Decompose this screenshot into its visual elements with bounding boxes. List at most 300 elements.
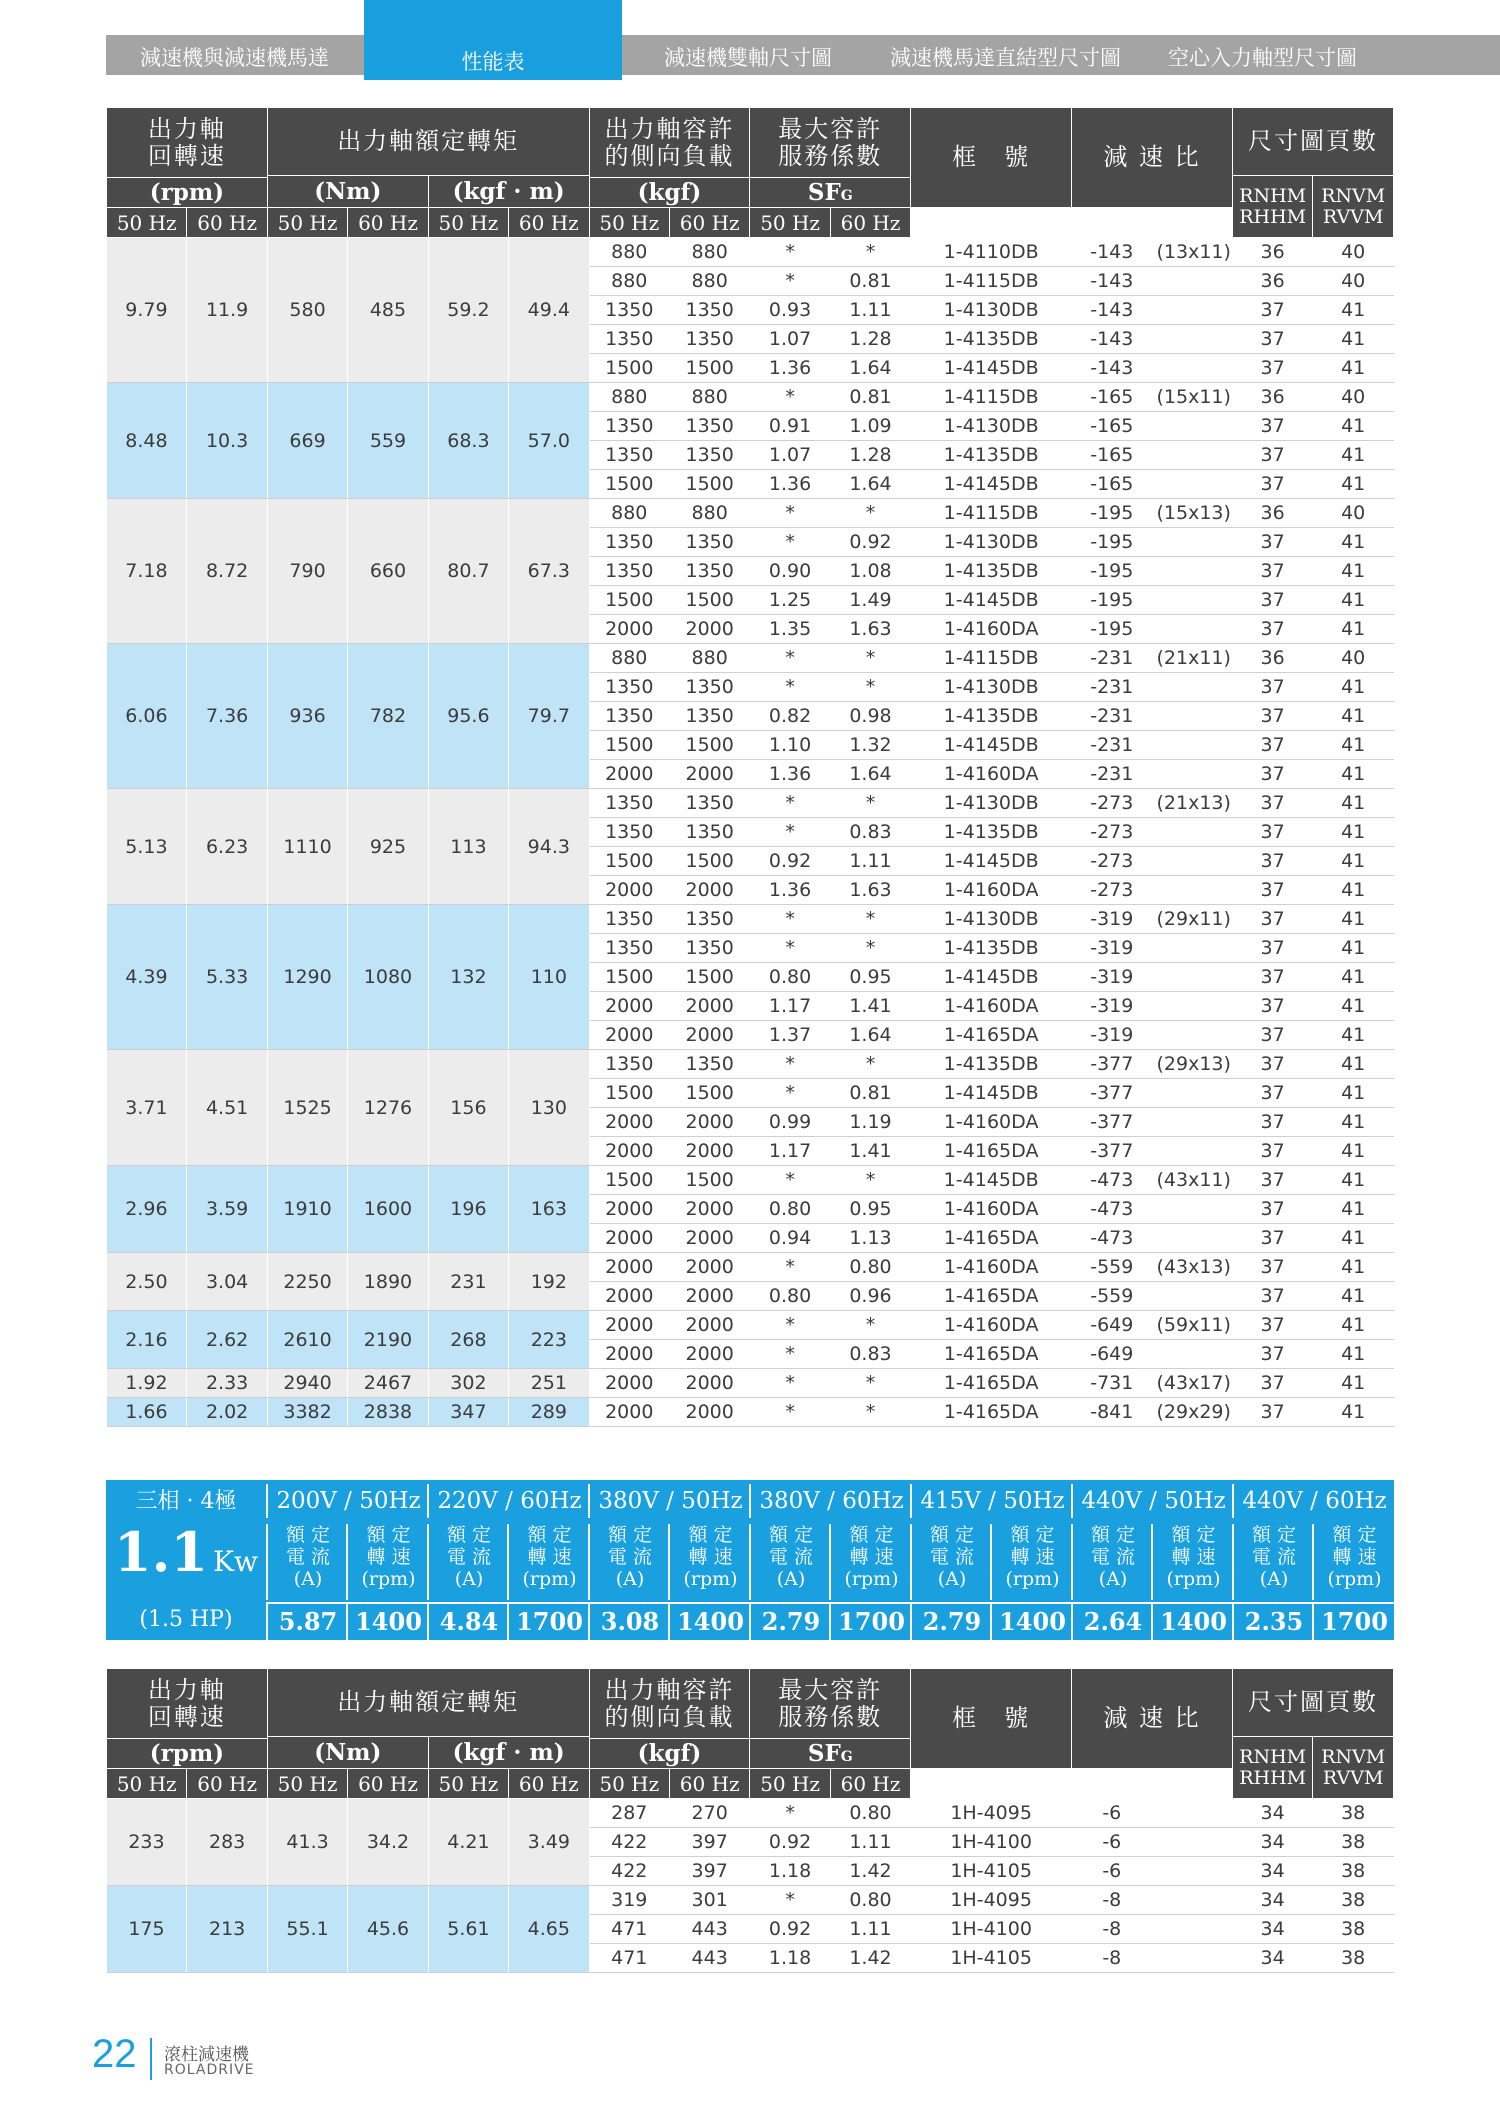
ratio-detail-cell <box>1152 528 1232 557</box>
service-factor-cell: 0.92 <box>830 528 910 557</box>
dim-page-cell: 34 <box>1232 1828 1312 1857</box>
dim-page-cell: 37 <box>1232 992 1312 1021</box>
service-factor-cell: * <box>750 818 830 847</box>
side-load-cell: 2000 <box>589 1369 669 1398</box>
header-ratio: 減 速 比 <box>1072 108 1233 208</box>
side-load-cell: 1350 <box>669 441 749 470</box>
side-load-cell: 1500 <box>669 963 749 992</box>
page-number: 22 <box>92 2032 137 2076</box>
service-factor-cell: 0.80 <box>830 1253 910 1282</box>
table-row <box>107 1886 1394 1915</box>
dim-page-cell: 37 <box>1232 1282 1312 1311</box>
ratio-detail-cell: (13x11) <box>1152 238 1232 267</box>
header-frame: 框 號 <box>911 1669 1072 1769</box>
side-load-cell: 319 <box>589 1886 669 1915</box>
side-load-cell: 2000 <box>669 1021 749 1050</box>
service-factor-cell: 1.11 <box>830 296 910 325</box>
side-load-cell: 1350 <box>589 412 669 441</box>
side-load-cell: 397 <box>669 1828 749 1857</box>
header-hz60: 60 Hz <box>348 208 428 238</box>
rated-torque-cell: 41.3 <box>267 1799 347 1886</box>
frame-cell: 1-4130DB <box>911 789 1072 818</box>
service-factor-cell: 1.35 <box>750 615 830 644</box>
frame-cell: 1H-4095 <box>911 1886 1072 1915</box>
side-load-cell: 1500 <box>589 470 669 499</box>
ratio-cell: -195 <box>1072 615 1152 644</box>
side-load-cell: 1350 <box>669 557 749 586</box>
side-load-cell: 2000 <box>669 1369 749 1398</box>
side-load-cell: 443 <box>669 1944 749 1973</box>
service-factor-cell: 1.13 <box>830 1224 910 1253</box>
service-factor-cell: * <box>750 1398 830 1427</box>
output-speed-cell: 2.62 <box>187 1311 267 1369</box>
rated-torque-cell: 59.2 <box>428 238 508 383</box>
side-load-cell: 2000 <box>589 1195 669 1224</box>
dim-page-cell: 41 <box>1313 296 1394 325</box>
dim-page-cell: 37 <box>1232 905 1312 934</box>
header-service-factor: 最大容許 服務係數 <box>750 108 911 178</box>
service-factor-cell: * <box>750 1079 830 1108</box>
service-factor-cell: 1.64 <box>830 760 910 789</box>
dim-page-cell: 37 <box>1232 586 1312 615</box>
side-load-cell: 1500 <box>669 354 749 383</box>
dim-page-cell: 41 <box>1313 586 1394 615</box>
header-hz50: 50 Hz <box>428 1769 508 1799</box>
dim-page-cell: 37 <box>1232 412 1312 441</box>
ratio-detail-cell <box>1152 760 1232 789</box>
service-factor-cell: 1.41 <box>830 992 910 1021</box>
frame-cell: 1-4110DB <box>911 238 1072 267</box>
output-speed-cell: 4.39 <box>107 905 187 1050</box>
rated-current-value: 2.35 <box>1232 1602 1314 1640</box>
service-factor-cell: * <box>750 644 830 673</box>
ratio-cell: -473 <box>1072 1166 1152 1195</box>
header-hz60: 60 Hz <box>187 208 267 238</box>
ratio-detail-cell: (21x13) <box>1152 789 1232 818</box>
side-load-cell: 1500 <box>669 731 749 760</box>
dim-page-cell: 37 <box>1232 557 1312 586</box>
rated-torque-cell: 130 <box>509 1050 589 1166</box>
frame-cell: 1-4135DB <box>911 934 1072 963</box>
dim-page-cell: 41 <box>1313 789 1394 818</box>
header-hz60: 60 Hz <box>830 208 910 238</box>
ratio-detail-cell <box>1152 1828 1232 1857</box>
ratio-detail-cell <box>1152 267 1232 296</box>
frame-cell: 1-4115DB <box>911 644 1072 673</box>
side-load-cell: 287 <box>589 1799 669 1828</box>
rated-torque-cell: 1525 <box>267 1050 347 1166</box>
ratio-cell: -143 <box>1072 267 1152 296</box>
service-factor-cell: * <box>750 267 830 296</box>
ratio-detail-cell <box>1152 325 1232 354</box>
service-factor-cell: * <box>830 499 910 528</box>
frame-cell: 1-4160DA <box>911 992 1072 1021</box>
ratio-cell: -165 <box>1072 470 1152 499</box>
ratio-detail-cell <box>1152 1282 1232 1311</box>
side-load-cell: 880 <box>669 499 749 528</box>
ratio-detail-cell <box>1152 1137 1232 1166</box>
side-load-cell: 880 <box>669 383 749 412</box>
dim-page-cell: 41 <box>1313 1108 1394 1137</box>
side-load-cell: 1500 <box>589 731 669 760</box>
ratio-detail-cell: (15x13) <box>1152 499 1232 528</box>
rated-current-label: 額 定 電 流 (A) <box>266 1524 348 1600</box>
ratio-cell: -231 <box>1072 644 1152 673</box>
output-speed-cell: 10.3 <box>187 383 267 499</box>
rated-speed-label: 額 定 轉 速 (rpm) <box>1151 1524 1234 1600</box>
side-load-cell: 880 <box>589 238 669 267</box>
ratio-detail-cell <box>1152 1944 1232 1973</box>
side-load-cell: 2000 <box>669 1340 749 1369</box>
frame-cell: 1H-4105 <box>911 1944 1072 1973</box>
service-factor-cell: 1.32 <box>830 731 910 760</box>
service-factor-cell: * <box>750 1886 830 1915</box>
frame-cell: 1-4135DB <box>911 1050 1072 1079</box>
side-load-cell: 1350 <box>669 296 749 325</box>
ratio-cell: -231 <box>1072 731 1152 760</box>
header-hz50: 50 Hz <box>750 1769 830 1799</box>
dim-page-cell: 37 <box>1232 1195 1312 1224</box>
frame-cell: 1-4135DB <box>911 325 1072 354</box>
frame-cell: 1H-4100 <box>911 1828 1072 1857</box>
dim-page-cell: 41 <box>1313 731 1394 760</box>
output-speed-cell: 7.36 <box>187 644 267 789</box>
side-load-cell: 2000 <box>589 876 669 905</box>
dim-page-cell: 37 <box>1232 1369 1312 1398</box>
ratio-cell: -319 <box>1072 934 1152 963</box>
service-factor-cell: * <box>830 1166 910 1195</box>
frame-cell: 1-4115DB <box>911 267 1072 296</box>
header-hz50: 50 Hz <box>107 1769 187 1799</box>
service-factor-cell: 0.80 <box>750 1195 830 1224</box>
table-row <box>107 1799 1394 1828</box>
dim-page-cell: 41 <box>1313 557 1394 586</box>
dim-page-cell: 38 <box>1313 1857 1394 1886</box>
side-load-cell: 2000 <box>589 1282 669 1311</box>
ratio-detail-cell: (15x11) <box>1152 383 1232 412</box>
ratio-cell: -273 <box>1072 818 1152 847</box>
output-speed-cell: 3.59 <box>187 1166 267 1253</box>
service-factor-cell: * <box>750 499 830 528</box>
output-speed-cell: 4.51 <box>187 1050 267 1166</box>
ratio-detail-cell <box>1152 1021 1232 1050</box>
output-speed-cell: 6.23 <box>187 789 267 905</box>
output-speed-cell: 7.18 <box>107 499 187 644</box>
ratio-detail-cell <box>1152 1195 1232 1224</box>
rated-torque-cell: 2467 <box>348 1369 428 1398</box>
ratio-cell: -231 <box>1072 673 1152 702</box>
service-factor-cell: 0.92 <box>750 1915 830 1944</box>
side-load-cell: 1350 <box>589 1050 669 1079</box>
dim-page-cell: 37 <box>1232 615 1312 644</box>
header-hz60: 60 Hz <box>187 1769 267 1799</box>
rated-torque-cell: 163 <box>509 1166 589 1253</box>
side-load-cell: 1350 <box>589 905 669 934</box>
rated-current-value: 5.87 <box>266 1602 348 1640</box>
ratio-cell: -8 <box>1072 1886 1152 1915</box>
ratio-cell: -841 <box>1072 1398 1152 1427</box>
dim-page-cell: 41 <box>1313 528 1394 557</box>
side-load-cell: 2000 <box>669 1195 749 1224</box>
dim-page-cell: 41 <box>1313 934 1394 963</box>
service-factor-cell: 0.80 <box>830 1799 910 1828</box>
rated-speed-value: 1700 <box>507 1602 590 1640</box>
service-factor-cell: 1.36 <box>750 470 830 499</box>
nav-tab-double-shaft[interactable]: 減速機雙軸尺寸圖 <box>664 46 832 70</box>
side-load-cell: 2000 <box>589 1224 669 1253</box>
header-side-load: 出力軸容許 的側向負載 <box>589 108 750 178</box>
dim-page-cell: 37 <box>1232 441 1312 470</box>
ratio-cell: -273 <box>1072 789 1152 818</box>
dim-page-cell: 41 <box>1313 1311 1394 1340</box>
nav-tab-hollow-shaft[interactable]: 空心入力軸型尺寸圖 <box>1168 46 1357 70</box>
side-load-cell: 422 <box>589 1828 669 1857</box>
nav-tab-reducers[interactable]: 減速機與減速機馬達 <box>140 46 329 70</box>
frame-cell: 1-4115DB <box>911 499 1072 528</box>
service-factor-cell: 1.09 <box>830 412 910 441</box>
rated-torque-cell: 110 <box>509 905 589 1050</box>
ratio-cell: -143 <box>1072 354 1152 383</box>
frame-cell: 1-4165DA <box>911 1340 1072 1369</box>
rated-torque-cell: 94.3 <box>509 789 589 905</box>
side-load-cell: 1350 <box>589 528 669 557</box>
footer-brand-sub: ROLADRIVE <box>164 2062 255 2078</box>
ratio-cell: -195 <box>1072 557 1152 586</box>
service-factor-cell: * <box>750 1369 830 1398</box>
dim-page-cell: 36 <box>1232 383 1312 412</box>
rated-speed-value: 1400 <box>1151 1602 1234 1640</box>
frame-cell: 1-4135DB <box>911 441 1072 470</box>
dim-page-cell: 37 <box>1232 296 1312 325</box>
dim-page-cell: 41 <box>1313 441 1394 470</box>
side-load-cell: 2000 <box>669 760 749 789</box>
rated-torque-cell: 67.3 <box>509 499 589 644</box>
header-hz50: 50 Hz <box>267 1769 347 1799</box>
header-hz60: 60 Hz <box>669 1769 749 1799</box>
ratio-cell: -165 <box>1072 441 1152 470</box>
service-factor-cell: * <box>750 1253 830 1282</box>
rated-torque-cell: 3.49 <box>509 1799 589 1886</box>
side-load-cell: 2000 <box>669 992 749 1021</box>
output-speed-cell: 2.33 <box>187 1369 267 1398</box>
service-factor-cell: * <box>750 1799 830 1828</box>
rated-torque-cell: 251 <box>509 1369 589 1398</box>
service-factor-cell: 1.64 <box>830 354 910 383</box>
side-load-cell: 2000 <box>589 760 669 789</box>
side-load-cell: 1350 <box>669 789 749 818</box>
header-rnhm: RNHM RHHM <box>1232 1737 1312 1799</box>
rated-torque-cell: 113 <box>428 789 508 905</box>
side-load-cell: 2000 <box>589 1340 669 1369</box>
performance-table-2 <box>106 1668 1394 1973</box>
frame-cell: 1-4130DB <box>911 296 1072 325</box>
output-speed-cell: 9.79 <box>107 238 187 383</box>
side-load-cell: 471 <box>589 1944 669 1973</box>
ratio-cell: -649 <box>1072 1340 1152 1369</box>
header-nm: (Nm) <box>267 176 428 208</box>
header-ratio: 減 速 比 <box>1072 1669 1233 1769</box>
dim-page-cell: 40 <box>1313 238 1394 267</box>
ratio-detail-cell: (43x17) <box>1152 1369 1232 1398</box>
dim-page-cell: 41 <box>1313 673 1394 702</box>
side-load-cell: 1500 <box>589 963 669 992</box>
table-row <box>107 1253 1394 1282</box>
rated-speed-value: 1700 <box>829 1602 912 1640</box>
service-factor-cell: 0.98 <box>830 702 910 731</box>
ratio-detail-cell: (29x13) <box>1152 1050 1232 1079</box>
dim-page-cell: 37 <box>1232 1137 1312 1166</box>
motor-voltage-label: 380V / 50Hz <box>588 1484 751 1518</box>
dim-page-cell: 37 <box>1232 1050 1312 1079</box>
side-load-cell: 1350 <box>589 296 669 325</box>
ratio-detail-cell <box>1152 1224 1232 1253</box>
rated-torque-cell: 4.65 <box>509 1886 589 1973</box>
rated-torque-cell: 57.0 <box>509 383 589 499</box>
service-factor-cell: 1.36 <box>750 876 830 905</box>
side-load-cell: 1350 <box>669 818 749 847</box>
ratio-cell: -319 <box>1072 905 1152 934</box>
side-load-cell: 1350 <box>669 702 749 731</box>
rated-torque-cell: 669 <box>267 383 347 499</box>
service-factor-cell: 1.64 <box>830 470 910 499</box>
service-factor-cell: 1.17 <box>750 1137 830 1166</box>
output-speed-cell: 8.48 <box>107 383 187 499</box>
motor-voltage-label: 200V / 50Hz <box>266 1484 429 1518</box>
dim-page-cell: 41 <box>1313 876 1394 905</box>
dim-page-cell: 41 <box>1313 1253 1394 1282</box>
output-speed-cell: 3.04 <box>187 1253 267 1311</box>
dim-page-cell: 41 <box>1313 325 1394 354</box>
side-load-cell: 1500 <box>589 1166 669 1195</box>
service-factor-cell: * <box>830 673 910 702</box>
dim-page-cell: 36 <box>1232 238 1312 267</box>
ratio-detail-cell <box>1152 876 1232 905</box>
nav-tab-performance[interactable]: 性能表 <box>461 50 525 74</box>
service-factor-cell: 1.36 <box>750 760 830 789</box>
service-factor-cell: * <box>750 1311 830 1340</box>
service-factor-cell: * <box>750 383 830 412</box>
side-load-cell: 1350 <box>669 1050 749 1079</box>
output-speed-cell: 11.9 <box>187 238 267 383</box>
rated-torque-cell: 2940 <box>267 1369 347 1398</box>
header-kgf: (kgf) <box>589 178 750 208</box>
header-rpm: (rpm) <box>107 1739 268 1769</box>
dim-page-cell: 36 <box>1232 644 1312 673</box>
rated-torque-cell: 1276 <box>348 1050 428 1166</box>
rated-current-label: 額 定 電 流 (A) <box>1232 1524 1314 1600</box>
dim-page-cell: 37 <box>1232 1108 1312 1137</box>
rated-torque-cell: 34.2 <box>348 1799 428 1886</box>
frame-cell: 1-4160DA <box>911 1253 1072 1282</box>
rated-current-label: 額 定 電 流 (A) <box>427 1524 509 1600</box>
service-factor-cell: * <box>830 789 910 818</box>
rated-torque-cell: 49.4 <box>509 238 589 383</box>
frame-cell: 1-4130DB <box>911 528 1072 557</box>
side-load-cell: 1500 <box>669 847 749 876</box>
ratio-detail-cell: (29x11) <box>1152 905 1232 934</box>
frame-cell: 1-4165DA <box>911 1398 1072 1427</box>
rated-current-label: 額 定 電 流 (A) <box>749 1524 831 1600</box>
table-row <box>107 1369 1394 1398</box>
service-factor-cell: 1.18 <box>750 1944 830 1973</box>
rated-torque-cell: 559 <box>348 383 428 499</box>
rated-speed-label: 額 定 轉 速 (rpm) <box>668 1524 751 1600</box>
side-load-cell: 1500 <box>589 586 669 615</box>
ratio-detail-cell <box>1152 1079 1232 1108</box>
rated-speed-label: 額 定 轉 速 (rpm) <box>990 1524 1073 1600</box>
side-load-cell: 1500 <box>669 470 749 499</box>
rated-torque-cell: 925 <box>348 789 428 905</box>
service-factor-cell: 1.07 <box>750 325 830 354</box>
ratio-detail-cell <box>1152 1799 1232 1828</box>
ratio-detail-cell <box>1152 963 1232 992</box>
header-side-load: 出力軸容許 的側向負載 <box>589 1669 750 1739</box>
service-factor-cell: 1.42 <box>830 1857 910 1886</box>
rated-speed-label: 額 定 轉 速 (rpm) <box>829 1524 912 1600</box>
nav-tab-direct-motor[interactable]: 減速機馬達直結型尺寸圖 <box>890 46 1121 70</box>
dim-page-cell: 37 <box>1232 963 1312 992</box>
footer-divider <box>150 2038 152 2080</box>
service-factor-cell: 1.42 <box>830 1944 910 1973</box>
rated-speed-label: 額 定 轉 速 (rpm) <box>1312 1524 1395 1600</box>
dim-page-cell: 34 <box>1232 1915 1312 1944</box>
ratio-cell: -143 <box>1072 325 1152 354</box>
rated-current-label: 額 定 電 流 (A) <box>1071 1524 1153 1600</box>
rated-current-value: 4.84 <box>427 1602 509 1640</box>
rated-torque-cell: 2838 <box>348 1398 428 1427</box>
side-load-cell: 471 <box>589 1915 669 1944</box>
output-speed-cell: 5.33 <box>187 905 267 1050</box>
performance-table-1 <box>106 107 1394 1427</box>
service-factor-cell: * <box>830 238 910 267</box>
side-load-cell: 2000 <box>669 1224 749 1253</box>
frame-cell: 1-4160DA <box>911 1108 1072 1137</box>
ratio-cell: -195 <box>1072 586 1152 615</box>
rated-torque-cell: 80.7 <box>428 499 508 644</box>
service-factor-cell: * <box>750 528 830 557</box>
rated-current-label: 額 定 電 流 (A) <box>588 1524 670 1600</box>
rated-torque-cell: 55.1 <box>267 1886 347 1973</box>
output-speed-cell: 8.72 <box>187 499 267 644</box>
table-row <box>107 499 1394 528</box>
side-load-cell: 2000 <box>669 615 749 644</box>
service-factor-cell: 0.92 <box>750 1828 830 1857</box>
motor-voltage-label: 440V / 50Hz <box>1071 1484 1234 1518</box>
rated-torque-cell: 2250 <box>267 1253 347 1311</box>
service-factor-cell: 0.83 <box>830 818 910 847</box>
rated-speed-value: 1400 <box>668 1602 751 1640</box>
service-factor-cell: 1.37 <box>750 1021 830 1050</box>
service-factor-cell: 1.10 <box>750 731 830 760</box>
service-factor-cell: 1.11 <box>830 1828 910 1857</box>
table-row <box>107 238 1394 267</box>
rated-torque-cell: 2610 <box>267 1311 347 1369</box>
header-kgf: (kgf) <box>589 1739 750 1769</box>
header-rnvm: RNVM RVVM <box>1313 176 1394 238</box>
service-factor-cell: * <box>830 1050 910 1079</box>
ratio-cell: -319 <box>1072 1021 1152 1050</box>
rated-torque-cell: 268 <box>428 1311 508 1369</box>
header-kgfm: (kgf · m) <box>428 176 589 208</box>
dim-page-cell: 41 <box>1313 702 1394 731</box>
side-load-cell: 1350 <box>589 789 669 818</box>
side-load-cell: 880 <box>669 267 749 296</box>
side-load-cell: 1350 <box>589 818 669 847</box>
dim-page-cell: 37 <box>1232 760 1312 789</box>
service-factor-cell: 1.63 <box>830 876 910 905</box>
header-output-speed: 出力軸 回轉速 <box>107 1669 268 1739</box>
dim-page-cell: 40 <box>1313 499 1394 528</box>
